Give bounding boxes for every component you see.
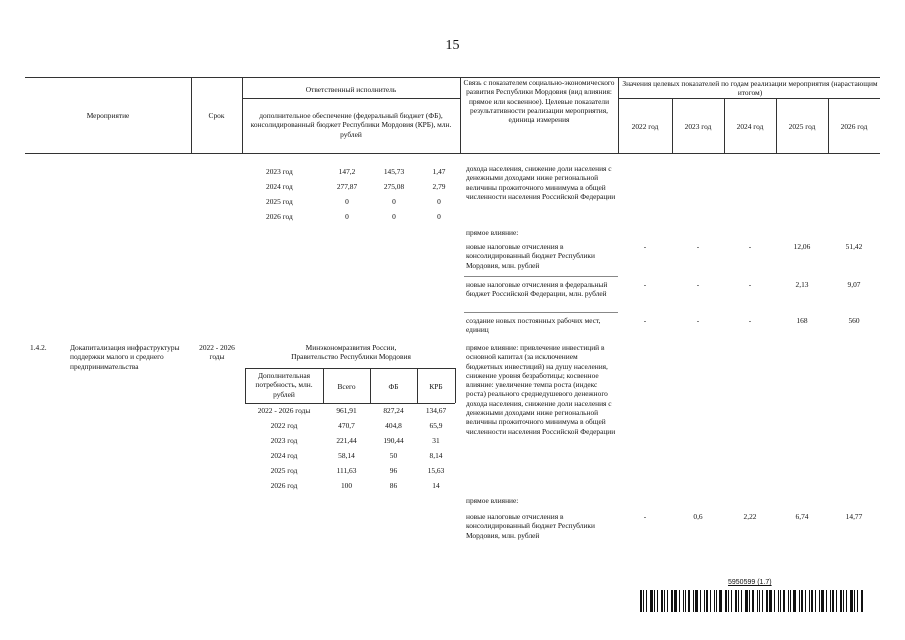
- funding-krb: 14: [432, 481, 440, 490]
- funding-year: 2024 год: [270, 451, 298, 460]
- barcode-bar: [809, 590, 810, 612]
- indicator-value: 12,06: [793, 242, 811, 251]
- barcode-bar: [850, 590, 853, 612]
- indicator-value: -: [643, 316, 647, 325]
- barcode-bar: [735, 590, 737, 612]
- barcode-bar: [741, 590, 742, 612]
- funding-year: 2024 год: [266, 182, 293, 191]
- direct-label: прямое влияние:: [466, 496, 519, 505]
- barcode-bar: [790, 590, 791, 612]
- barcode-bar: [843, 590, 844, 612]
- indicator-value: -: [643, 512, 647, 521]
- indicator-text: создание новых постоянных рабочих мест, единиц: [466, 316, 601, 335]
- funding-year: 2023 год: [270, 436, 298, 445]
- indicator-value: 560: [848, 316, 860, 325]
- indicator-value: 2,22: [743, 512, 757, 521]
- barcode-bar: [778, 590, 779, 612]
- header-divider-responsible: [242, 98, 460, 99]
- header-values: Значения целевых показателей по годам реализации мероприятия (нарастающим итогом): [622, 79, 878, 98]
- funding-table-top: [245, 368, 455, 369]
- barcode-bar: [840, 590, 842, 612]
- table-top-border: [25, 77, 880, 78]
- barcode-bar: [679, 590, 680, 612]
- funding-krb: 31: [432, 436, 440, 445]
- barcode-bar: [769, 590, 772, 612]
- barcode-bar: [805, 590, 806, 612]
- funding-krb: 134,67: [425, 406, 447, 415]
- barcode-bar: [861, 590, 863, 612]
- barcode-bar: [759, 590, 760, 612]
- funding-head-total: Всего: [337, 382, 356, 391]
- barcode-bar: [854, 590, 855, 612]
- funding-total: 58,14: [338, 451, 355, 460]
- barcode-bar: [719, 590, 722, 612]
- funding-total: 0: [345, 212, 349, 221]
- barcode-bar: [783, 590, 785, 612]
- header-year-2026: 2026 год: [840, 122, 868, 131]
- funding-krb: 0: [437, 197, 441, 206]
- barcode-bar: [821, 590, 824, 612]
- barcode-bar: [725, 590, 727, 612]
- event-number: 1.4.2.: [30, 343, 47, 352]
- barcode-bar: [788, 590, 789, 612]
- barcode-bar: [728, 590, 729, 612]
- barcode-bar: [738, 590, 739, 612]
- barcode-bar: [731, 590, 732, 612]
- funding-vline: [455, 368, 456, 403]
- barcode-bar: [654, 590, 655, 612]
- funding-vline: [245, 368, 246, 403]
- barcode-bar: [766, 590, 768, 612]
- barcode-bar: [685, 590, 686, 612]
- funding-total: 100: [340, 481, 353, 490]
- barcode-bar: [716, 590, 717, 612]
- barcode-bar: [749, 590, 750, 612]
- page-number: 15: [445, 38, 460, 53]
- indicator-value: -: [696, 280, 700, 289]
- barcode-bar: [836, 590, 837, 612]
- barcode-bar: [799, 590, 800, 612]
- barcode-bar: [826, 590, 827, 612]
- top-link-text: дохода населения, снижение доли населения с денежными доходами ниже региональной величины прожиточного минимума в общей численности населения Российской Федерации: [466, 164, 616, 201]
- header-year-2022: 2022 год: [631, 122, 659, 131]
- barcode-bar: [700, 590, 701, 612]
- event-responsible: Минэкономразвития России, Правительство Республики Мордовия: [291, 343, 411, 362]
- event-link-text: прямое влияние: привлечение инвестиций в основной капитал (за исключением бюджетных инвестиций) на душу населения, снижение уровня безработицы; косвенное влияние: увеличение темпа роста (индекс роста) реального среднедушевого денежного дохода населения, снижение доли населения с денежными доходами ниже региональной величины прожиточного минимума в общей численности населения Российской Федерации: [466, 343, 616, 436]
- indicator-value: -: [696, 242, 700, 251]
- funding-total: 277,87: [336, 182, 358, 191]
- event-name: Докапитализация инфраструктуры поддержки малого и среднего предпринимательства: [70, 343, 180, 371]
- funding-fb: 86: [389, 481, 398, 490]
- funding-head-fb: ФБ: [388, 382, 399, 391]
- funding-krb: 1,47: [432, 167, 446, 176]
- funding-fb: 190,44: [383, 436, 404, 445]
- barcode-bar: [801, 590, 803, 612]
- barcode-bar: [646, 590, 647, 612]
- funding-fb: 0: [392, 197, 396, 206]
- funding-year: 2025 год: [270, 466, 298, 475]
- funding-year: 2026 год: [270, 481, 298, 490]
- barcode-bar: [650, 590, 653, 612]
- funding-krb: 0: [437, 212, 441, 221]
- funding-total: 0: [345, 197, 349, 206]
- barcode-bar: [688, 590, 690, 612]
- indicator-value: 6,74: [795, 512, 809, 521]
- funding-head-need: Дополнительная потребность, млн. рублей: [255, 371, 313, 399]
- barcode-bar: [857, 590, 858, 612]
- funding-fb: 275,08: [383, 182, 405, 191]
- header-vline: [618, 77, 619, 153]
- direct-label: прямое влияние:: [466, 228, 519, 237]
- funding-total: 470,7: [338, 421, 355, 430]
- funding-year: 2022 год: [270, 421, 298, 430]
- header-year-2025: 2025 год: [788, 122, 816, 131]
- indicator-divider: [464, 312, 618, 313]
- funding-year: 2026 год: [266, 212, 293, 221]
- indicator-text: новые налоговые отчисления в консолидированный бюджет Республики Мордовия, млн. рублей: [466, 242, 595, 270]
- barcode-bar: [757, 590, 758, 612]
- indicator-value: -: [696, 316, 700, 325]
- funding-total: 221,44: [336, 436, 357, 445]
- indicator-divider: [464, 276, 618, 277]
- header-link: Связь с показателем социально-экономического развития Республики Мордовия (вид влияния: прямое или косвенное). Целевые показатели результативности реализации мероприятия, единица измерения: [463, 78, 615, 125]
- indicator-value: 168: [796, 316, 808, 325]
- funding-total: 147,2: [338, 167, 356, 176]
- barcode-bar: [762, 590, 763, 612]
- funding-fb: 145,73: [383, 167, 405, 176]
- funding-krb: 2,79: [432, 182, 446, 191]
- event-term: 2022 - 2026 годы: [199, 343, 235, 362]
- header-vline: [460, 77, 461, 153]
- indicator-text: новые налоговые отчисления в консолидированный бюджет Республики Мордовия, млн. рублей: [466, 512, 595, 540]
- header-divider-values: [618, 98, 880, 99]
- funding-total: 111,63: [336, 466, 357, 475]
- funding-table-head-bottom: [245, 403, 455, 404]
- header-funding: дополнительное обеспечение (федеральный бюджет (ФБ), консолидированный бюджет Республики Мордовия (КРБ), млн. рублей: [250, 111, 452, 139]
- indicator-value: -: [748, 242, 752, 251]
- funding-fb: 50: [389, 451, 398, 460]
- header-event: Мероприятие: [86, 111, 130, 120]
- barcode-bar: [674, 590, 677, 612]
- indicator-value: 0,6: [693, 512, 703, 521]
- indicator-value: 9,07: [847, 280, 861, 289]
- funding-krb: 15,63: [427, 466, 445, 475]
- barcode-bar: [695, 590, 698, 612]
- header-year-2024: 2024 год: [736, 122, 764, 131]
- barcode-bar: [815, 590, 816, 612]
- barcode-bar: [664, 590, 665, 612]
- barcode-bar: [640, 590, 642, 612]
- funding-head-krb: КРБ: [429, 382, 443, 391]
- funding-krb: 8,14: [429, 451, 443, 460]
- indicator-value: 14,77: [845, 512, 863, 521]
- barcode-bar: [706, 590, 708, 612]
- funding-fb: 827,24: [383, 406, 404, 415]
- header-responsible: Ответственный исполнитель: [305, 85, 397, 94]
- barcode-bar: [671, 590, 673, 612]
- barcode-bar: [780, 590, 781, 612]
- barcode-bar: [846, 590, 847, 612]
- indicator-value: -: [643, 280, 647, 289]
- barcode-bar: [693, 590, 694, 612]
- barcode-bar: [714, 590, 715, 612]
- funding-year: 2022 - 2026 годы: [257, 406, 311, 415]
- barcode-bar: [774, 590, 775, 612]
- indicator-value: -: [748, 280, 752, 289]
- barcode-bar: [710, 590, 711, 612]
- indicator-value: -: [748, 316, 752, 325]
- barcode-bar: [793, 590, 796, 612]
- barcode-bar: [832, 590, 834, 612]
- barcode-bar: [657, 590, 658, 612]
- header-term: Срок: [208, 111, 225, 120]
- barcode-bar: [819, 590, 820, 612]
- barcode-bar: [811, 590, 813, 612]
- funding-year: 2023 год: [266, 167, 293, 176]
- barcode-bar: [704, 590, 705, 612]
- barcode-bar: [683, 590, 684, 612]
- barcode-bar: [667, 590, 668, 612]
- barcode-bar: [745, 590, 748, 612]
- header-bottom-border: [25, 153, 880, 154]
- header-year-2023: 2023 год: [684, 122, 712, 131]
- funding-year: 2025 год: [266, 197, 293, 206]
- funding-total: 961,91: [336, 406, 357, 415]
- barcode-bar: [830, 590, 831, 612]
- indicator-value: 51,42: [845, 242, 863, 251]
- funding-fb: 96: [389, 466, 398, 475]
- indicator-text: новые налоговые отчисления в федеральный бюджет Российской Федерации, млн. рублей: [466, 280, 608, 299]
- barcode-bar: [643, 590, 644, 612]
- barcode-bar: [661, 590, 663, 612]
- funding-fb: 0: [392, 212, 396, 221]
- funding-krb: 65,9: [429, 421, 443, 430]
- indicator-value: -: [643, 242, 647, 251]
- barcode-icon: [640, 588, 865, 612]
- footer-code: 5950599 (1.7): [728, 579, 772, 586]
- funding-fb: 404,8: [385, 421, 402, 430]
- barcode-bar: [752, 590, 754, 612]
- indicator-value: 2,13: [795, 280, 809, 289]
